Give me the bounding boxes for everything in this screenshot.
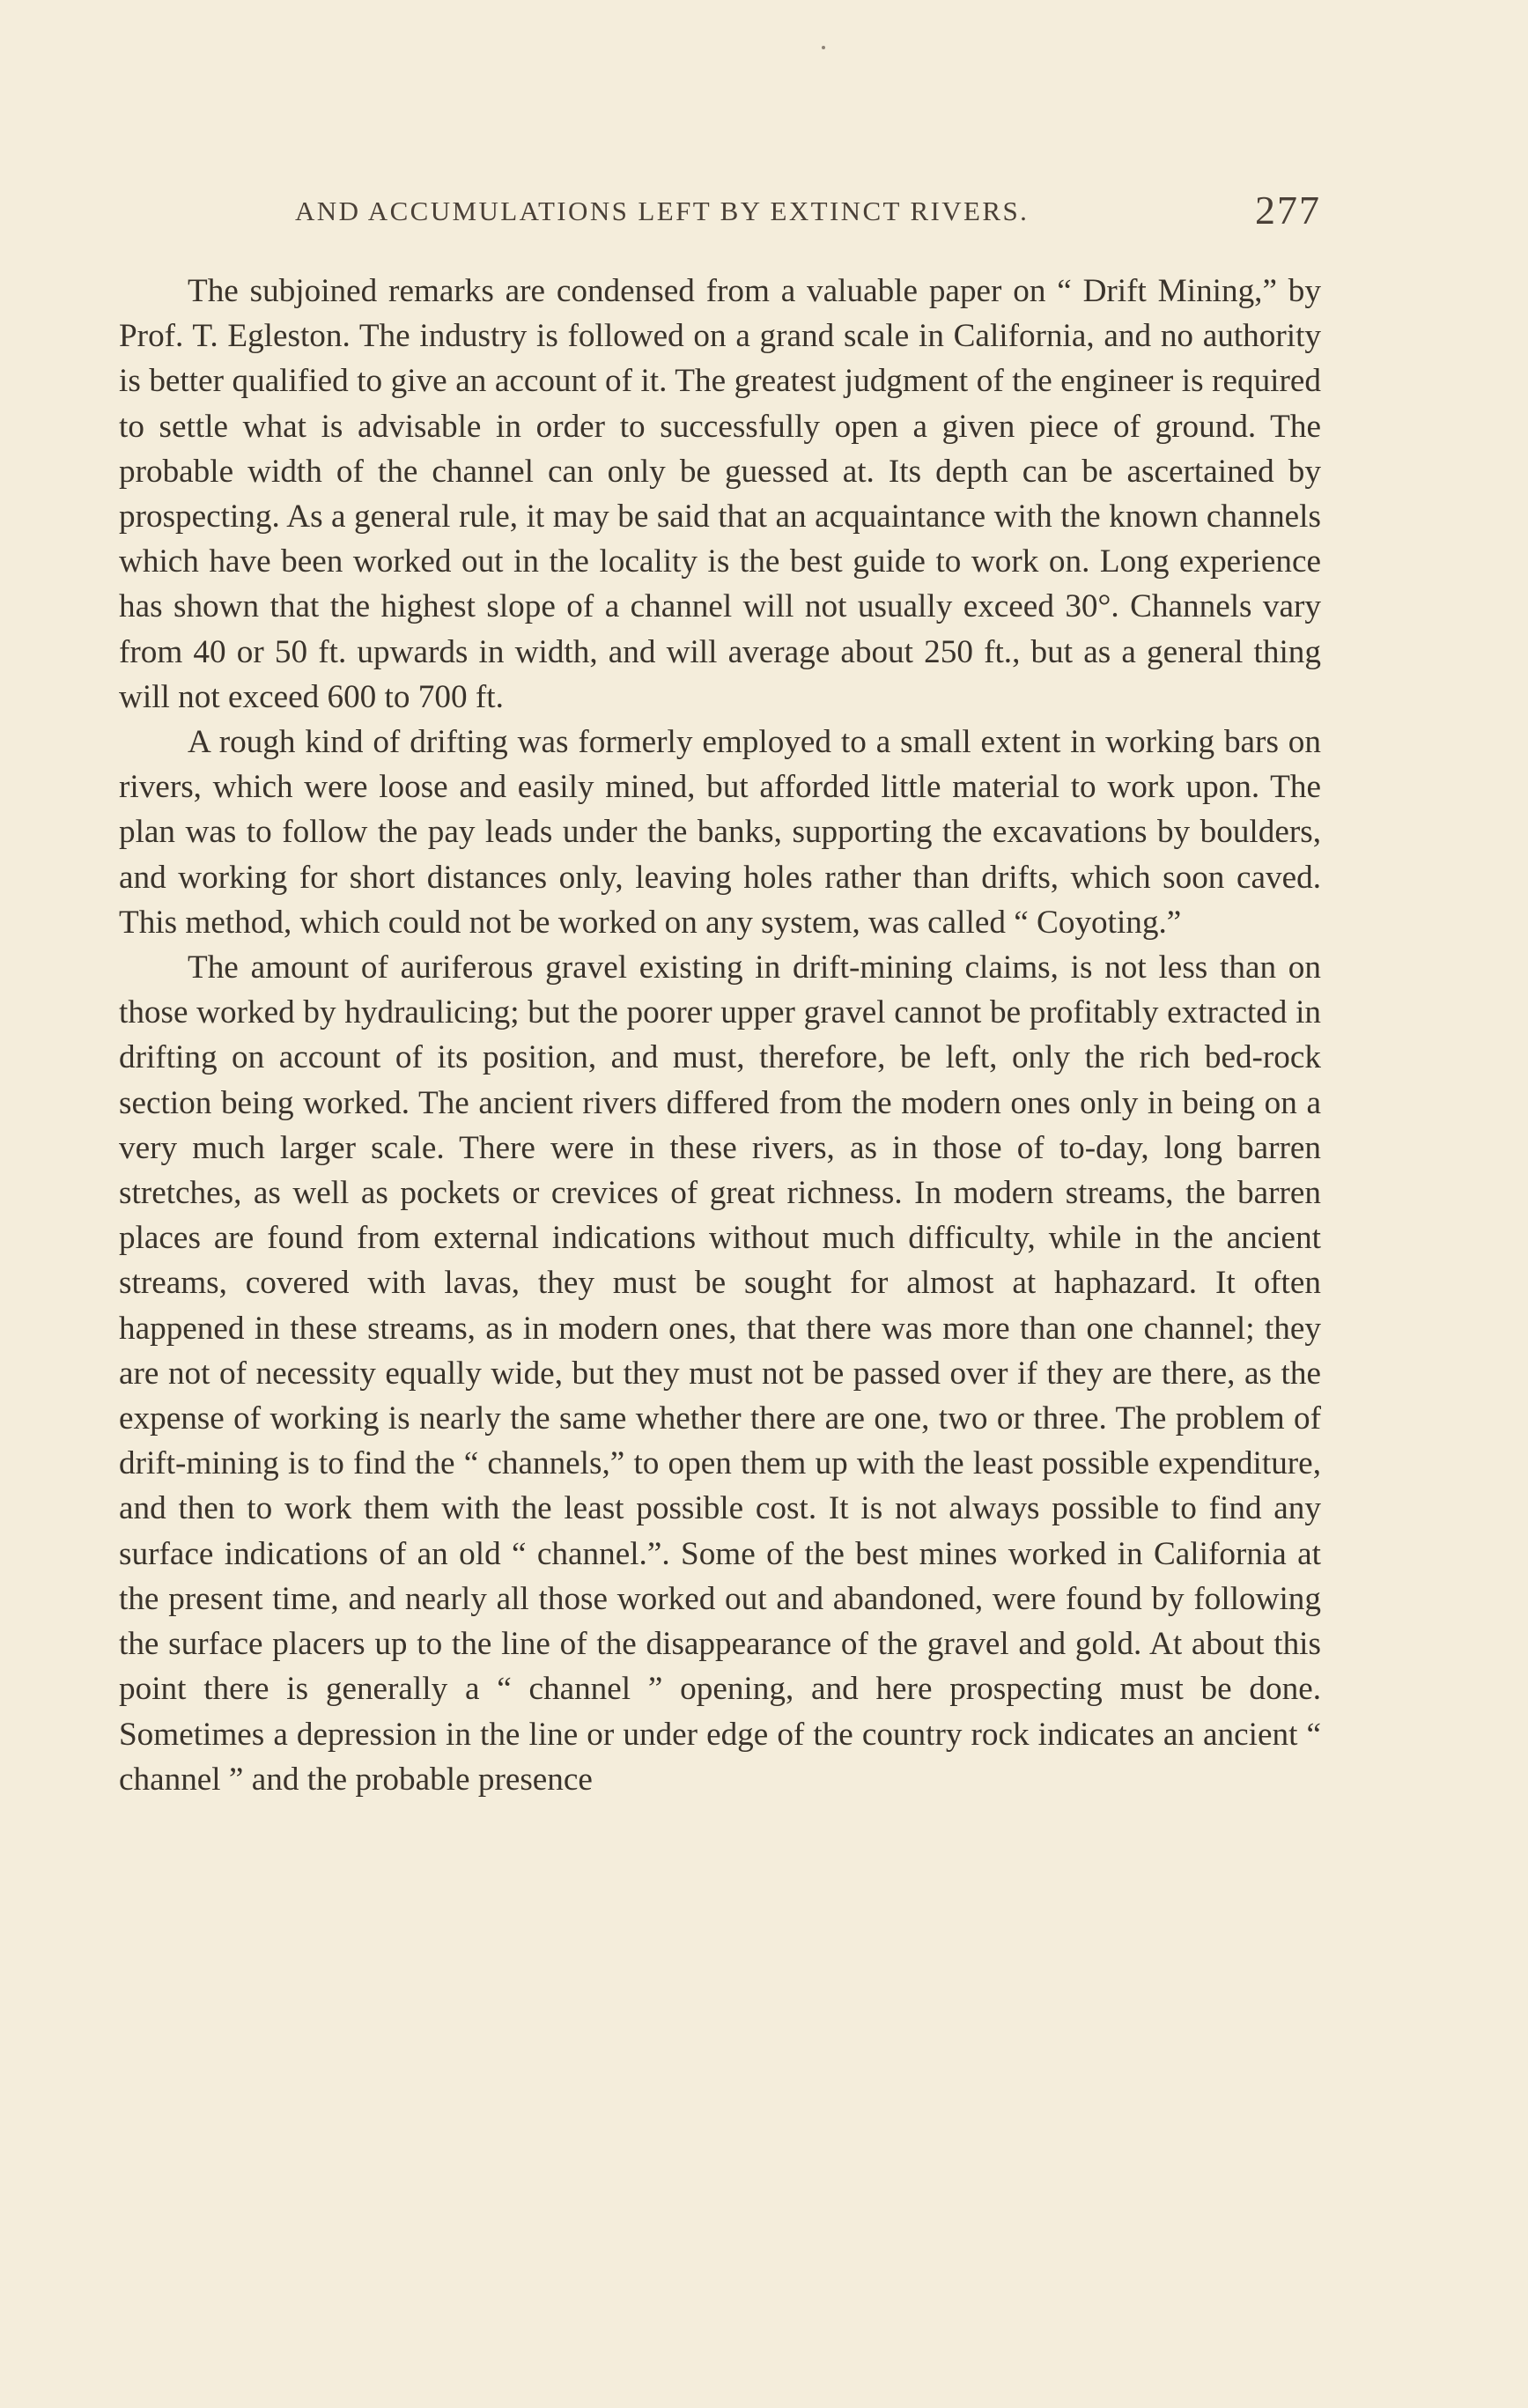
paper-speck <box>822 46 825 49</box>
body-text <box>119 269 1321 1802</box>
running-head: AND ACCUMULATIONS LEFT BY EXTINCT RIVERS. <box>295 196 1030 226</box>
paragraph-coyoting: A rough kind of drifting was formerly employed to a small extent in working bars on rivers, which were loose and easily mined, but afforded little material to work upon. The plan was to follow the pay leads under the banks, supporting the excavations by boulders, and working for short distances only, leaving holes rather than drifts, which soon caved. This method, which could not be worked on any system, was called “ Coyoting.” <box>119 724 1321 941</box>
paragraph-drift-mining-intro: The subjoined remarks are condensed from a valuable paper on “ Drift Mining,” by Prof. T. Egleston. The industry is followed on a grand scale in California, and no authority is better qualified to give an account of it. The greatest judgment of the engineer is required to settle what is advisable in order to successfully open a given piece of ground. The probable width of the channel can only be guessed at. Its depth can be ascertained by prospecting. As a general rule, it may be said that an acquaintance with the known channels which have been worked out in the locality is the best guide to work on. Long experience has shown that the highest slope of a channel will not usually exceed 30°. Channels vary from 40 or 50 ft. upwards in width, and will average about 250 ft., but as a general thing will not exceed 600 to 700 ft. <box>119 273 1321 715</box>
paragraph-auriferous-gravel: The amount of auriferous gravel existing in drift-mining claims, is not less than on those worked by hydraulicing; but the poorer upper gravel cannot be profitably extracted in drifting on account of its position, and must, therefore, be left, only the rich bed-rock section being worked. The ancient rivers differed from the modern ones only in being on a very much larger scale. There were in these rivers, as in those of to-day, long barren stretches, as well as pockets or crevices of great richness. In modern streams, the barren places are found from external indications without much difficulty, while in the ancient streams, covered with lavas, they must be sought for almost at haphazard. It often happened in these streams, as in modern ones, that there was more than one channel; they are not of necessity equally wide, but they must not be passed over if they are there, as the expense of working is nearly the same whether there are one, two or three. The problem of drift-mining is to find the “ channels,” to open them up with the least possible expenditure, and then to work them with the least possible cost. It is not always possible to find any surface indications of an old “ channel.”. Some of the best mines worked in California at the present time, and nearly all those worked out and abandoned, were found by following the surface placers up to the line of the disappearance of the gravel and gold. At about this point there is generally a “ channel ” opening, and here prospecting must be done. Sometimes a depression in the line or under edge of the country rock indicates an ancient “ channel ” and the probable presence <box>119 949 1321 1798</box>
page-number: 277 <box>1255 188 1321 233</box>
